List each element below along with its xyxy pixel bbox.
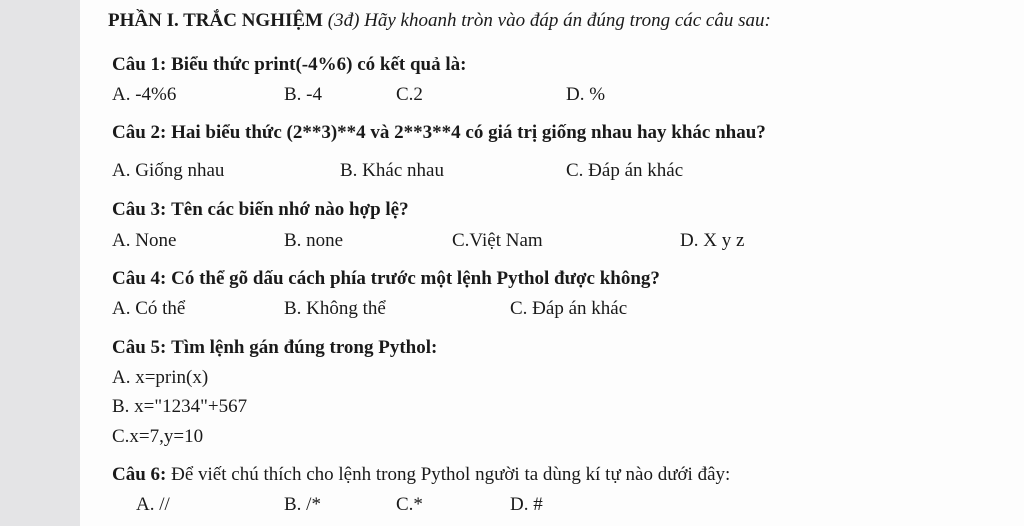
question-5 xyxy=(112,337,437,359)
question-3-label: Câu 3: xyxy=(112,199,167,220)
question-3 xyxy=(112,199,409,221)
question-6-label: Câu 6: xyxy=(112,464,167,485)
question-4 xyxy=(112,268,660,290)
q5-option-c: C.x=7,y=10 xyxy=(112,426,204,447)
q6-option-d: D. # xyxy=(510,494,543,515)
question-1-label: Câu 1: xyxy=(112,54,167,75)
question-4-text: Có thể gõ dấu cách phía trước một lệnh Pythol được không? xyxy=(171,268,660,289)
question-5-label: Câu 5: xyxy=(112,337,167,358)
section-header xyxy=(108,10,771,32)
q1-option-b: B. -4 xyxy=(284,84,322,105)
question-6-text: Để viết chú thích cho lệnh trong Pythol người ta dùng kí tự nào dưới đây: xyxy=(171,464,731,485)
q3-option-c: C.Việt Nam xyxy=(452,230,543,251)
left-margin xyxy=(0,0,80,526)
q5-option-b: B. x="1234"+567 xyxy=(112,396,248,417)
question-2-text: Hai biểu thức (2**3)**4 và 2**3**4 có giá trị giống nhau hay khác nhau? xyxy=(171,122,766,143)
q1-option-d: D. % xyxy=(566,84,606,105)
q3-option-a: A. None xyxy=(112,230,177,251)
q2-option-b: B. Khác nhau xyxy=(340,160,444,181)
question-1-text: Biểu thức print(-4%6) có kết quả là: xyxy=(171,54,467,75)
question-4-label: Câu 4: xyxy=(112,268,167,289)
question-5-text: Tìm lệnh gán đúng trong Pythol: xyxy=(171,337,438,358)
question-2-label: Câu 2: xyxy=(112,122,167,143)
q4-option-c: C. Đáp án khác xyxy=(510,298,628,319)
q5-option-a: A. x=prin(x) xyxy=(112,367,209,388)
section-title: PHẦN I. TRẮC NGHIỆM xyxy=(108,10,323,31)
question-2 xyxy=(112,122,766,144)
q4-option-b: B. Không thể xyxy=(284,298,386,319)
q6-option-c: C.* xyxy=(396,494,423,515)
q6-option-a: A. // xyxy=(136,494,170,515)
section-instruction: (3đ) Hãy khoanh tròn vào đáp án đúng trong các câu sau: xyxy=(327,10,771,31)
q1-option-c: C.2 xyxy=(396,84,423,105)
q3-option-b: B. none xyxy=(284,230,344,251)
question-1 xyxy=(112,54,466,76)
question-3-text: Tên các biến nhớ nào hợp lệ? xyxy=(171,199,409,220)
q4-option-a: A. Có thể xyxy=(112,298,186,319)
q6-option-b: B. /* xyxy=(284,494,321,515)
q2-option-c: C. Đáp án khác xyxy=(566,160,684,181)
question-6 xyxy=(112,464,730,486)
document-page xyxy=(80,0,1024,526)
q3-option-d: D. X y z xyxy=(680,230,745,251)
q2-option-a: A. Giống nhau xyxy=(112,160,225,181)
q1-option-a: A. -4%6 xyxy=(112,84,177,105)
